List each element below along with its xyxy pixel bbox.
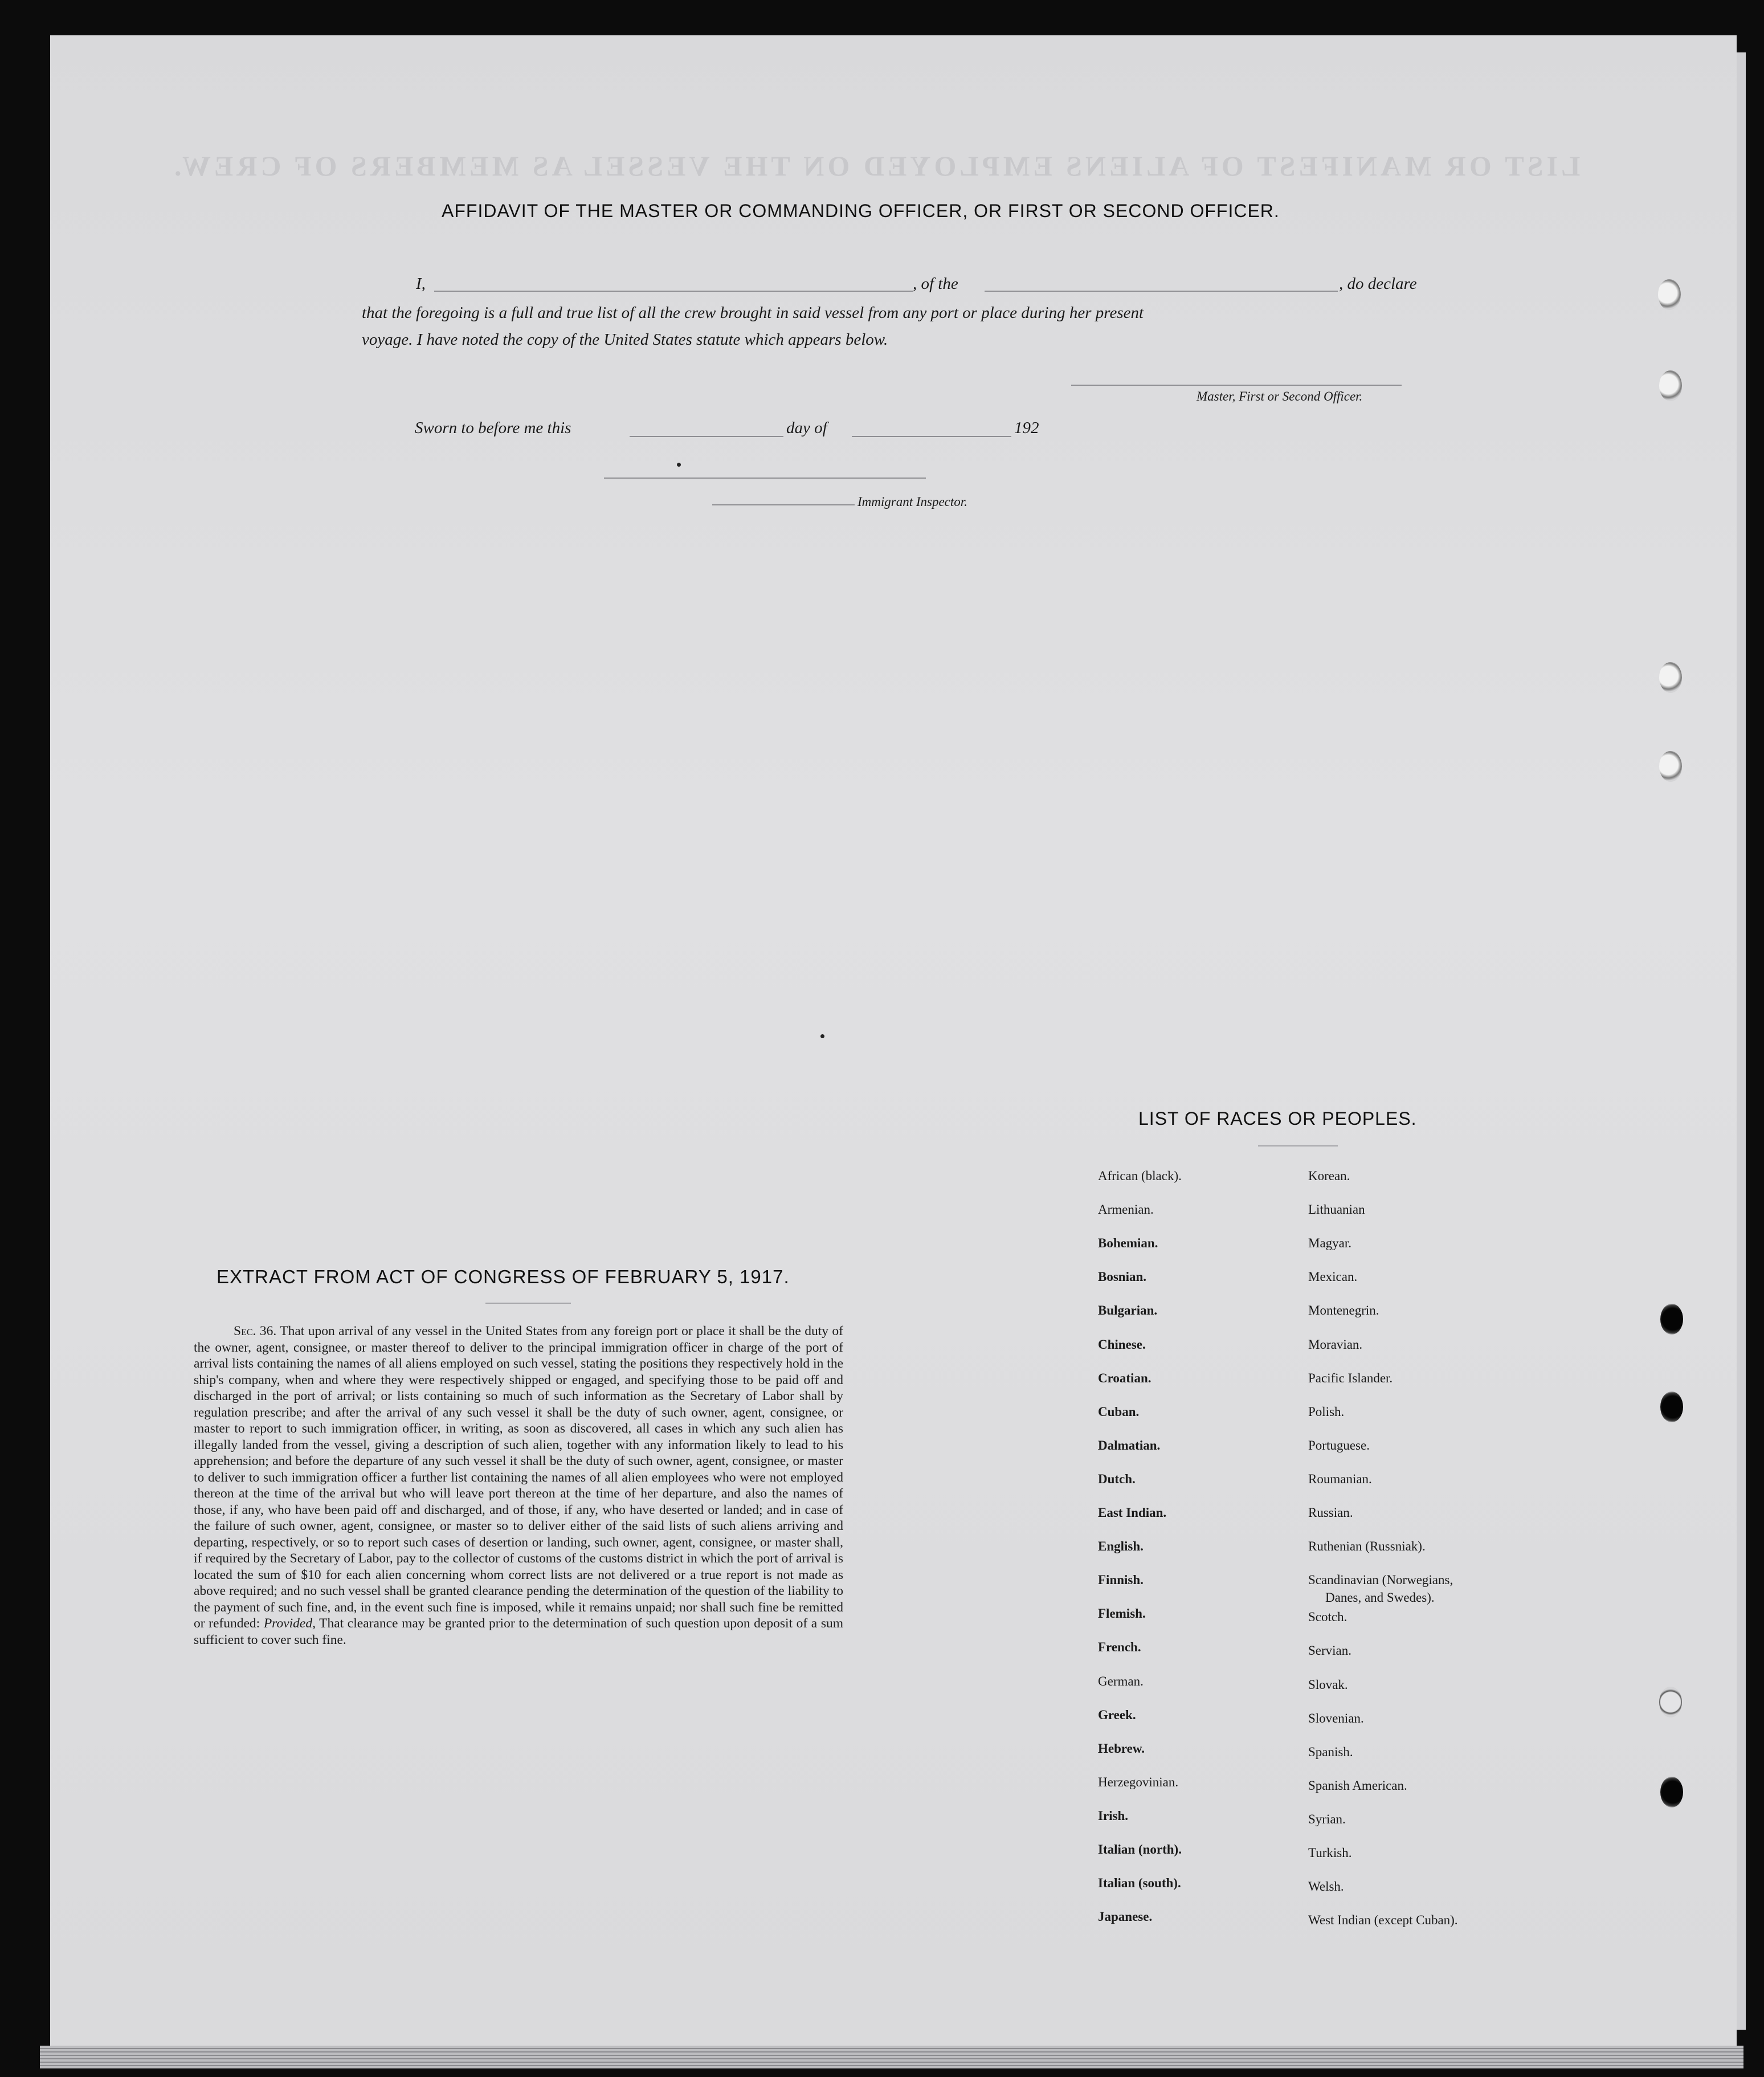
race-entry: Servian. — [1308, 1643, 1352, 1658]
section-label: Sec. 36. — [234, 1324, 277, 1339]
affidavit-heading: AFFIDAVIT OF THE MASTER OR COMMANDING OFFICER, OR FIRST OR SECOND OFFICER. — [442, 201, 1280, 221]
page-stack-edge — [40, 2046, 1743, 2068]
race-entry: Hebrew. — [1098, 1741, 1145, 1756]
extract-heading-rule — [485, 1303, 571, 1304]
name-blank — [434, 291, 913, 292]
affidavit-line2: that the foregoing is a full and true list of all the crew brought in said vessel from any port or place during her present — [362, 304, 1144, 322]
race-entry: Scotch. — [1308, 1610, 1348, 1624]
ink-dot — [677, 463, 681, 467]
race-entry: Montenegrin. — [1308, 1303, 1379, 1317]
extract-heading: EXTRACT FROM ACT OF CONGRESS OF FEBRUARY 5, 1917. — [217, 1266, 790, 1287]
race-entry: German. — [1098, 1674, 1144, 1688]
sworn-day-blank — [630, 436, 783, 437]
race-entry: Finnish. — [1098, 1573, 1144, 1587]
race-entry: East Indian. — [1098, 1505, 1167, 1520]
race-entry: English. — [1098, 1539, 1144, 1553]
race-entry: Russian. — [1308, 1505, 1353, 1520]
affidavit-line1-middle: , of the — [913, 275, 958, 293]
race-entry: Korean. — [1308, 1169, 1350, 1183]
inspector-label: Immigrant Inspector. — [858, 495, 967, 509]
race-entry-continuation: Danes, and Swedes). — [1325, 1590, 1435, 1605]
section-body: That upon arrival of any vessel in the United States from any foreign port or place it shall be the duty of the owner, agent, consignee, or master thereof to deliver to the principal immigration officer in charge of the port of arrival lists containing the names of all aliens employed on such vessel, stating the positions they respectively hold in the ship's company, when and where they were respectively shipped or engaged, and specifying those to be paid off and discharged in the port of arrival; or lists containing so much of such information as the Secretary of Labor shall by regulation prescribe; and after the arrival of any such vessel it shall be the duty of such owner, agent, consignee, or master to report to such immigration officer, in writing, as soon as discovered, all cases in which any such alien has illegally landed from the vessel, giving a description of such alien, together with any information likely to lead to his apprehension; and before the departure of any such vessel it shall be the duty of such owner, agent, consignee, or master to deliver to such immigration officer a further list containing the names of all alien employees who were not employed thereon at the time of the arrival but who will leave port thereon at the time of her departure, and also the names of those, if any, who have been paid off and discharged, and of those, if any, who have deserted or landed; and in case of the failure of such owner, agent, consignee, or master so to deliver either of the said lists of such aliens arriving and departing, respectively, or so to report such cases of desertion or landing, such owner, agent, consignee, or master shall, if required by the Secretary of Labor, pay to the collector of customs of the customs district in which the port of arrival is located the sum of $10 for each alien concerning whom correct lists are not delivered or a true report is not made as above required; and no such vessel shall be granted clearance pending the determination of the question of the liability to the payment of such fine, and, in the event such fine is imposed, while it remains unpaid; nor shall such fine be remitted or refunded: — [194, 1324, 844, 1631]
binder-hole — [1659, 751, 1682, 782]
race-entry: Spanish American. — [1308, 1778, 1407, 1793]
race-entry: West Indian (except Cuban). — [1308, 1913, 1458, 1927]
bleed-through-title: LIST OR MANIFEST OF ALIENS EMPLOYED ON THE VESSEL AS MEMBERS OF CREW. — [171, 150, 1581, 182]
binder-hole — [1660, 1777, 1683, 1807]
race-entry: French. — [1098, 1640, 1141, 1654]
races-heading: LIST OF RACES OR PEOPLES. — [1138, 1108, 1417, 1129]
race-entry: Armenian. — [1098, 1202, 1154, 1217]
sworn-day-label: day of — [786, 419, 827, 437]
race-entry: Roumanian. — [1308, 1472, 1372, 1486]
races-heading-rule — [1258, 1145, 1338, 1146]
race-entry: Italian (north). — [1098, 1842, 1182, 1856]
race-entry: Irish. — [1098, 1809, 1129, 1823]
race-entry: African (black). — [1098, 1169, 1182, 1183]
race-entry: Ruthenian (Russniak). — [1308, 1539, 1426, 1553]
inspector-blank-upper — [604, 478, 926, 479]
binder-hole — [1659, 370, 1682, 401]
binder-hole — [1660, 1392, 1683, 1422]
race-entry: Chinese. — [1098, 1337, 1146, 1352]
document-page — [50, 35, 1737, 2046]
race-entry: Italian (south). — [1098, 1876, 1181, 1890]
race-entry: Scandinavian (Norwegians, — [1308, 1573, 1453, 1587]
race-entry: Cuban. — [1098, 1405, 1140, 1419]
race-entry: Slovak. — [1308, 1678, 1348, 1692]
race-entry: Dalmatian. — [1098, 1438, 1161, 1452]
affidavit-line3: voyage. I have noted the copy of the United States statute which appears below. — [362, 330, 888, 349]
vessel-blank — [985, 291, 1338, 292]
race-entry: Lithuanian — [1308, 1202, 1365, 1217]
race-entry: Moravian. — [1308, 1337, 1363, 1352]
race-entry: Slovenian. — [1308, 1711, 1364, 1725]
race-entry: Syrian. — [1308, 1812, 1346, 1826]
affidavit-line1-suffix: , do declare — [1339, 275, 1417, 293]
sworn-month-blank — [852, 436, 1011, 437]
race-entry: Dutch. — [1098, 1472, 1136, 1486]
binder-hole — [1659, 1687, 1682, 1717]
race-entry: Herzegovinian. — [1098, 1775, 1179, 1789]
inspector-blank — [712, 504, 855, 505]
race-entry: Turkish. — [1308, 1846, 1352, 1860]
race-entry: Portuguese. — [1308, 1438, 1370, 1452]
race-entry: Mexican. — [1308, 1270, 1358, 1284]
race-entry: Japanese. — [1098, 1909, 1153, 1924]
binder-hole — [1658, 279, 1681, 310]
race-entry: Bulgarian. — [1098, 1303, 1158, 1317]
race-entry: Welsh. — [1308, 1879, 1344, 1894]
binder-hole — [1660, 1304, 1683, 1335]
race-entry: Polish. — [1308, 1405, 1345, 1419]
binder-hole — [1659, 662, 1682, 693]
race-entry: Croatian. — [1098, 1371, 1152, 1385]
race-entry: Bosnian. — [1098, 1270, 1147, 1284]
sworn-year: 192 — [1014, 419, 1039, 437]
ink-dot — [820, 1034, 824, 1038]
affidavit-line1-prefix: I, — [416, 275, 426, 293]
signature-label: Master, First or Second Officer. — [1197, 389, 1363, 403]
race-entry: Flemish. — [1098, 1606, 1146, 1621]
race-entry: Pacific Islander. — [1308, 1371, 1393, 1385]
extract-body — [194, 1323, 843, 1648]
proviso-label: Provided, — [263, 1616, 316, 1631]
signature-blank — [1071, 385, 1402, 386]
proviso-body: That clearance may be granted prior to the determination of such question upon deposit of a sum sufficient to cover such fine. — [194, 1616, 844, 1647]
race-entry: Magyar. — [1308, 1236, 1352, 1250]
race-entry: Spanish. — [1308, 1745, 1353, 1759]
race-entry: Greek. — [1098, 1708, 1136, 1722]
sworn-prefix: Sworn to before me this — [415, 419, 571, 437]
race-entry: Bohemian. — [1098, 1236, 1158, 1250]
